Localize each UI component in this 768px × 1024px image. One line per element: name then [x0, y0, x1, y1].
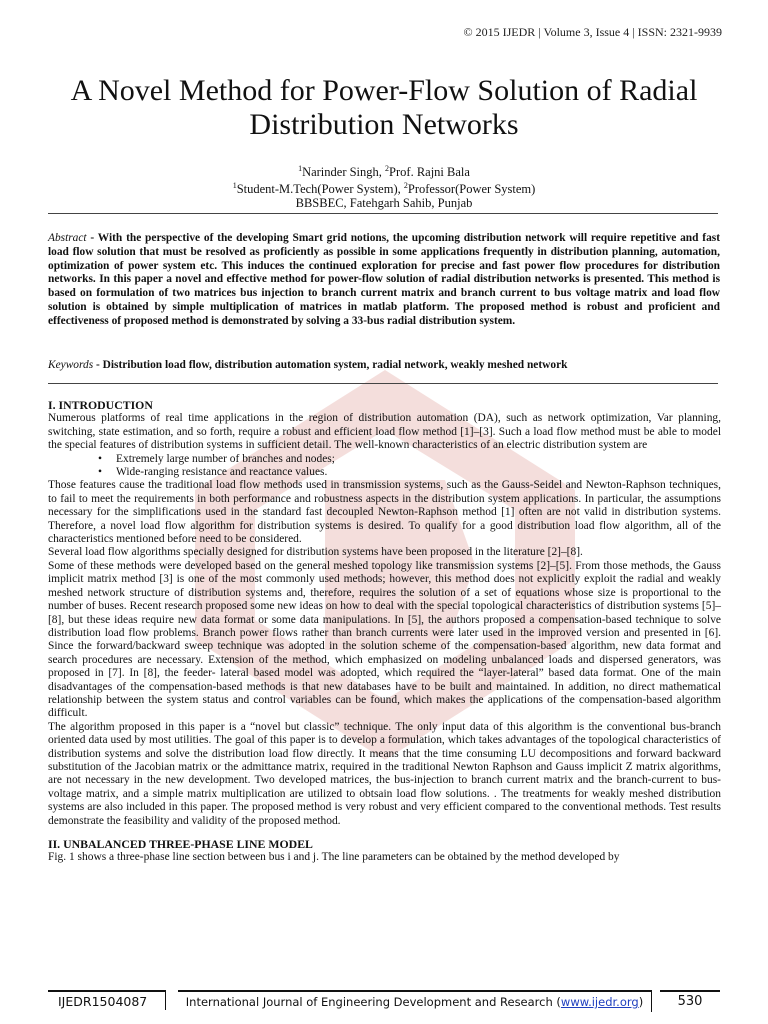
abstract-label: Abstract	[48, 232, 87, 244]
keywords-label: Keywords	[48, 359, 94, 371]
paper-title: A Novel Method for Power-Flow Solution of Radial Distribution Networks	[70, 74, 698, 141]
page-number: 530	[660, 990, 720, 1012]
keywords	[48, 358, 720, 372]
author-names: $^1$Narinder Singh, $^2$Prof. Rajni Bala	[298, 164, 470, 180]
paragraph: The algorithm proposed in this paper is a “novel but classic” technique. The only input data of this algorithm is the conventional bus-branch oriented data used by most utilities. The goal of this paper is to develop a formulation, which takes advantages of the topological characteristics of distribution systems and solve the distribution load flow directly. It means that the time consuming LU decompositions and forward backward substitution of the Jacobian matrix or the admittance matrix, required in the traditional Newton Raphson and Gauss implicit Z matrix algorithms, are not necessary in the new development. Two developed matrices, the bus-injection to branch current matrix and the branch-current to bus-voltage matrix, and a simple matrix multiplication are utilized to obtsain load flow solutions. . The treatments for weakly meshed distribution systems are also included in this paper. The proposed method is very robust and very efficient compared to the conventional methods. Test results demonstrate the feasibility and validity of the proposed method.	[48, 720, 721, 827]
section-heading-line-model: II. UNBALANCED THREE-PHASE LINE MODEL	[48, 837, 313, 851]
paragraph: Fig. 1 shows a three-phase line section between bus i and j. The line parameters can be obtained by the method developed by	[48, 851, 620, 864]
footer-journal: International Journal of Engineering Development and Research (www.ijedr.org)	[178, 990, 652, 1012]
keywords-text: - Distribution load flow, distribution automation system, radial network, weakly meshed network	[93, 359, 568, 371]
section-heading-introduction: I. INTRODUCTION	[48, 398, 153, 412]
paragraph: Those features cause the traditional load flow methods used in transmission systems, such as the Gauss-Seidel and Newton-Raphson techniques, to fail to meet the requirements in both performance and robustness aspects in the distribution system applications. In particular, the assumptions necessary for the simplifications used in the standard fast decoupled Newton-Raphson method [1] often are not valid in distribution systems. Therefore, a novel load flow algorithm for distribution systems is desired. To qualify for a good distribution load flow algorithm, all of the characteristics mentioned before need to be considered.	[48, 479, 721, 546]
paragraph: Several load flow algorithms specially designed for distribution systems have been proposed in the literature [2]–[8].	[48, 546, 583, 559]
abstract-text: - With the perspective of the developing Smart grid notions, the upcoming distribution network will require repetitive and fast load flow solution that must be resolved as proficiently as possible in some applications frequently in distribution planning, automation, optimization of power system etc. This induces the continued exploration for precise and fast power flow procedures for distribution networks. In this paper a novel and effective method for power-flow solution of radial distribution networks is presented. This method is based on formulation of two matrices bus injection to branch current matrix and branch current to bus voltage matrix and load flow solution is obtained by simple multiplication of matrices in matlab platform. The proposed method is robust and proficient and effectiveness of proposed method is demonstrated by solving a 33-bus radial distribution system.	[48, 232, 720, 327]
list-item: • Extremely large number of branches and nodes;	[98, 453, 721, 466]
journal-header: © 2015 IJEDR | Volume 3, Issue 4 | ISSN: 2321-9939	[463, 25, 722, 39]
abstract	[48, 232, 720, 329]
divider-rule	[48, 213, 718, 214]
author-block	[0, 162, 768, 210]
footer-paper-id: IJEDR1504087	[48, 990, 166, 1010]
author-institution: BBSBEC, Fatehgarh Sahib, Punjab	[295, 196, 473, 211]
paragraph: Numerous platforms of real time applications in the region of distribution automation (DA), such as network optimization, Var planning, switching, state estimation, and so forth, require a robust and efficient load flow method [1]–[3]. Such a load flow method must be able to model the special features of distribution systems in sufficient detail. The well-known characteristics of an electric distribution system are	[48, 412, 721, 452]
paragraph: Some of these methods were developed based on the general meshed topology like transmission systems [2]–[5]. From those methods, the Gauss implicit matrix method [3] is one of the most commonly used methods; however, this method does not explicitly exploit the radial and weakly meshed network structure of distribution systems and, therefore, requires the solution of a set of equations whose size is proportional to the number of buses. Recent research proposed some new ideas on how to deal with the special topological characteristics of distribution systems [5]–[8], but these ideas require new data format or some data manipulations. In [5], the authors proposed a compensation-based technique to solve distribution load flow problems. Branch power flows rather than branch currents were later used in the improved version and presented in [6]. Since the forward/backward sweep technique was adopted in the solution scheme of the compensation-based algorithm, new data format and search procedures are necessary. Extension of the method, which emphasized on modeling unbalanced loads and dispersed generators, was proposed in [7]. In [8], the feeder- lateral based model was adopted, which required the “layer-lateral” based data format. One of the main disadvantages of the compensation-based methods is that new databases have to be built and maintained. In addition, no direct mathematical relationship between the system status and control variables can be found, which makes the applications of the compensation-based algorithm difficult.	[48, 559, 721, 720]
divider-rule	[48, 383, 718, 384]
journal-link[interactable]: www.ijedr.org	[560, 995, 639, 1009]
body-text	[48, 399, 721, 865]
list-item: • Wide-ranging resistance and reactance values.	[98, 466, 721, 479]
characteristics-list	[48, 453, 721, 480]
author-affiliations: $^1$Student-M.Tech(Power System), $^2$Professor(Power System)	[232, 181, 536, 197]
